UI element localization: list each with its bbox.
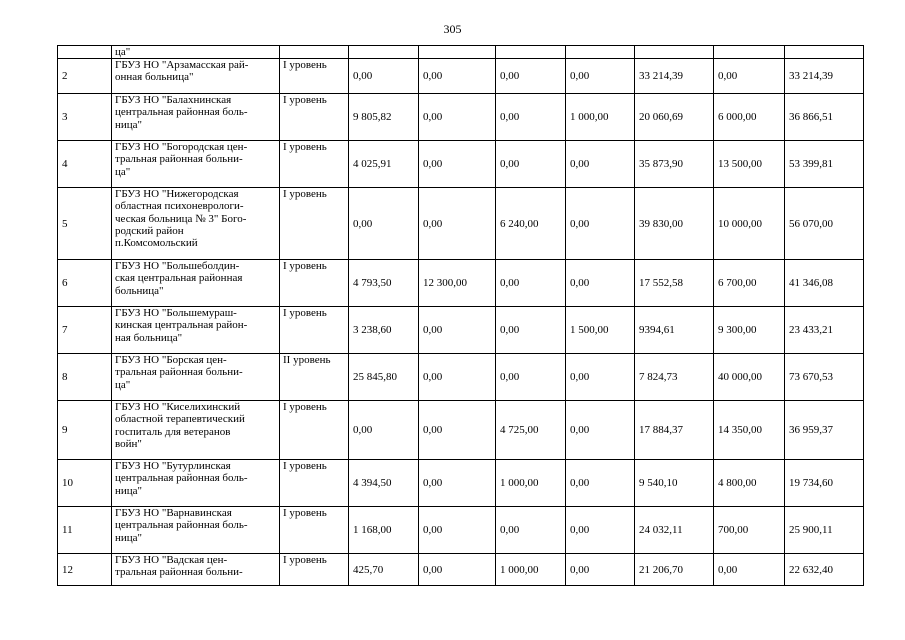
amount-cell: 23 433,21 [785, 307, 864, 354]
row-number: 9 [58, 401, 112, 460]
amount-cell: 35 873,90 [635, 141, 714, 188]
hospital-name: ГБУЗ НО "Большеболдин- ская центральная районная больница" [112, 260, 280, 307]
amount-cell: 56 070,00 [785, 188, 864, 260]
row-number: 3 [58, 94, 112, 141]
care-level: I уровень [280, 554, 349, 586]
amount-cell: 0,00 [496, 307, 566, 354]
amount-cell: 21 206,70 [635, 554, 714, 586]
amount-cell: 0,00 [419, 59, 496, 94]
amount-cell: 0,00 [419, 460, 496, 507]
hospital-name: ГБУЗ НО "Киселихинский областной терапевтический госпиталь для ветеранов войн" [112, 401, 280, 460]
amount-cell: 0,00 [496, 141, 566, 188]
table-row [58, 554, 864, 586]
amount-cell: 0,00 [419, 401, 496, 460]
hospital-name: ГБУЗ НО "Вадская цен- тральная районная больни- [112, 554, 280, 586]
amount-cell: 0,00 [419, 188, 496, 260]
hospital-name: ГБУЗ НО "Арзамасская рай- онная больница" [112, 59, 280, 94]
care-level: I уровень [280, 188, 349, 260]
care-level [280, 46, 349, 59]
table-row [58, 507, 864, 554]
hospital-name: ГБУЗ НО "Бутурлинская центральная районная боль- ница" [112, 460, 280, 507]
amount-cell: 4 025,91 [349, 141, 419, 188]
table-row [58, 354, 864, 401]
amount-cell: 0,00 [566, 59, 635, 94]
amount-cell: 700,00 [714, 507, 785, 554]
care-level: I уровень [280, 460, 349, 507]
amount-cell: 4 793,50 [349, 260, 419, 307]
hospital-name: ГБУЗ НО "Нижегородская областная психоневрологи- ческая больница № 3" Бого- родский район п.Комсомольский [112, 188, 280, 260]
amount-cell: 22 632,40 [785, 554, 864, 586]
amount-cell: 4 725,00 [496, 401, 566, 460]
amount-cell: 25 900,11 [785, 507, 864, 554]
amount-cell: 0,00 [419, 141, 496, 188]
amount-cell: 6 240,00 [496, 188, 566, 260]
care-level: I уровень [280, 260, 349, 307]
amount-cell: 9394,61 [635, 307, 714, 354]
amount-cell: 0,00 [349, 401, 419, 460]
amount-cell: 0,00 [496, 94, 566, 141]
table-row [58, 307, 864, 354]
amount-cell: 0,00 [714, 59, 785, 94]
table-row [58, 59, 864, 94]
amount-cell: 0,00 [419, 94, 496, 141]
amount-cell: 1 500,00 [566, 307, 635, 354]
amount-cell: 0,00 [566, 401, 635, 460]
amount-cell: 425,70 [349, 554, 419, 586]
care-level: I уровень [280, 141, 349, 188]
care-level: I уровень [280, 59, 349, 94]
care-level: I уровень [280, 401, 349, 460]
row-number [58, 46, 112, 59]
amount-cell: 0,00 [419, 307, 496, 354]
amount-cell: 10 000,00 [714, 188, 785, 260]
amount-cell [635, 46, 714, 59]
amount-cell: 4 394,50 [349, 460, 419, 507]
table-row [58, 141, 864, 188]
amount-cell: 6 000,00 [714, 94, 785, 141]
amount-cell: 1 000,00 [566, 94, 635, 141]
care-level: I уровень [280, 94, 349, 141]
amount-cell: 0,00 [496, 59, 566, 94]
amount-cell: 17 552,58 [635, 260, 714, 307]
amount-cell: 1 168,00 [349, 507, 419, 554]
amount-cell: 6 700,00 [714, 260, 785, 307]
amount-cell: 14 350,00 [714, 401, 785, 460]
amount-cell: 36 866,51 [785, 94, 864, 141]
amount-cell [496, 46, 566, 59]
care-level: II уровень [280, 354, 349, 401]
amount-cell: 53 399,81 [785, 141, 864, 188]
row-number: 10 [58, 460, 112, 507]
amount-cell: 33 214,39 [635, 59, 714, 94]
amount-cell: 0,00 [566, 260, 635, 307]
amount-cell: 0,00 [419, 354, 496, 401]
amount-cell: 0,00 [419, 554, 496, 586]
hospital-name: ГБУЗ НО "Балахнинская центральная районная боль- ница" [112, 94, 280, 141]
amount-cell: 0,00 [496, 507, 566, 554]
row-number: 6 [58, 260, 112, 307]
amount-cell: 0,00 [496, 354, 566, 401]
row-number: 7 [58, 307, 112, 354]
amount-cell: 9 300,00 [714, 307, 785, 354]
table-row [58, 188, 864, 260]
table-body [58, 46, 864, 586]
amount-cell: 0,00 [714, 554, 785, 586]
amount-cell [566, 46, 635, 59]
amount-cell: 39 830,00 [635, 188, 714, 260]
amount-cell: 25 845,80 [349, 354, 419, 401]
table-row [58, 460, 864, 507]
amount-cell: 9 805,82 [349, 94, 419, 141]
amount-cell [714, 46, 785, 59]
amount-cell: 0,00 [566, 554, 635, 586]
amount-cell: 0,00 [349, 188, 419, 260]
row-number: 2 [58, 59, 112, 94]
amount-cell: 4 800,00 [714, 460, 785, 507]
hospital-name: ГБУЗ НО "Большемураш- кинская центральная район- ная больница" [112, 307, 280, 354]
amount-cell: 0,00 [496, 260, 566, 307]
amount-cell: 17 884,37 [635, 401, 714, 460]
amount-cell: 36 959,37 [785, 401, 864, 460]
amount-cell: 0,00 [419, 507, 496, 554]
row-number: 5 [58, 188, 112, 260]
amount-cell: 1 000,00 [496, 460, 566, 507]
table-row [58, 46, 864, 59]
amount-cell [419, 46, 496, 59]
hospital-name: ГБУЗ НО "Варнавинская центральная районная боль- ница" [112, 507, 280, 554]
amount-cell: 33 214,39 [785, 59, 864, 94]
row-number: 8 [58, 354, 112, 401]
amount-cell: 24 032,11 [635, 507, 714, 554]
hospital-name: ГБУЗ НО "Богородская цен- тральная районная больни- ца" [112, 141, 280, 188]
amount-cell: 7 824,73 [635, 354, 714, 401]
row-number: 4 [58, 141, 112, 188]
amount-cell: 19 734,60 [785, 460, 864, 507]
table-row [58, 94, 864, 141]
amount-cell [785, 46, 864, 59]
amount-cell: 20 060,69 [635, 94, 714, 141]
amount-cell: 0,00 [566, 507, 635, 554]
table-row [58, 260, 864, 307]
table-row [58, 401, 864, 460]
amount-cell: 1 000,00 [496, 554, 566, 586]
amount-cell: 13 500,00 [714, 141, 785, 188]
amount-cell: 0,00 [566, 188, 635, 260]
amount-cell: 12 300,00 [419, 260, 496, 307]
hospital-name: ца" [112, 46, 280, 59]
amount-cell: 40 000,00 [714, 354, 785, 401]
row-number: 11 [58, 507, 112, 554]
amount-cell [349, 46, 419, 59]
care-level: I уровень [280, 307, 349, 354]
row-number: 12 [58, 554, 112, 586]
amount-cell: 0,00 [566, 141, 635, 188]
amount-cell: 0,00 [566, 460, 635, 507]
care-level: I уровень [280, 507, 349, 554]
funding-table [57, 45, 864, 586]
amount-cell: 73 670,53 [785, 354, 864, 401]
amount-cell: 0,00 [566, 354, 635, 401]
amount-cell: 3 238,60 [349, 307, 419, 354]
page-number: 305 [443, 22, 462, 36]
amount-cell: 41 346,08 [785, 260, 864, 307]
hospital-name: ГБУЗ НО "Борская цен- тральная районная больни- ца" [112, 354, 280, 401]
amount-cell: 9 540,10 [635, 460, 714, 507]
amount-cell: 0,00 [349, 59, 419, 94]
